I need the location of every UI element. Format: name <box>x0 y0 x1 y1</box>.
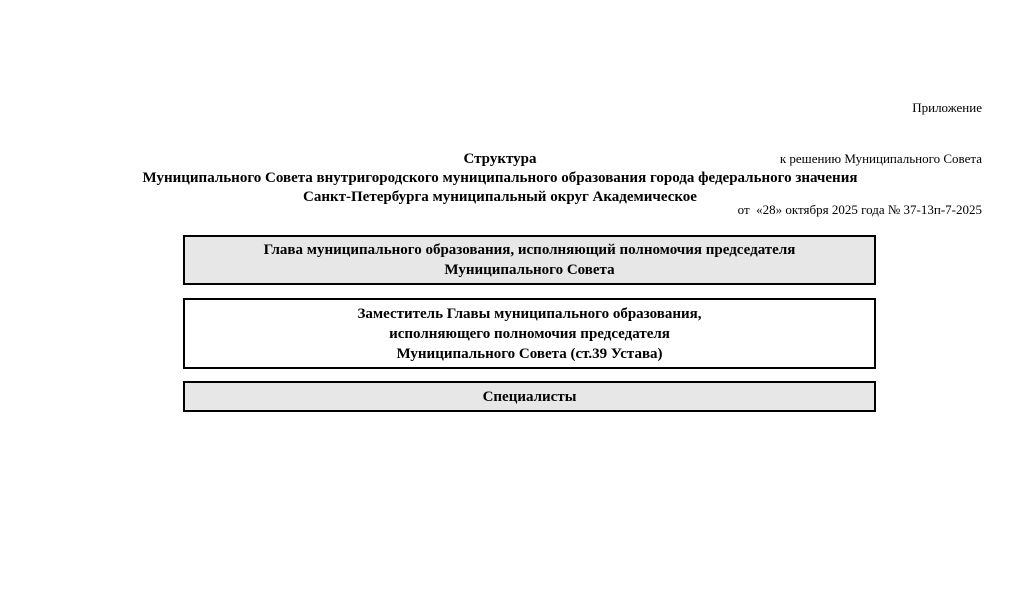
org-box-line: Муниципального Совета <box>444 262 615 278</box>
title-line-3: Санкт-Петербурга муниципальный округ Академическое <box>303 189 697 205</box>
org-structure-chart <box>183 235 876 412</box>
title-line-2: Муниципального Совета внутригородского муниципального образования города федерального значения <box>142 170 858 186</box>
annotation-line-3: от «28» октября 2025 года № 37-13п-7-2025 <box>737 202 982 217</box>
document-title <box>0 150 1000 207</box>
annotation-line-1: Приложение <box>912 100 982 115</box>
org-box-line: Специалисты <box>482 388 577 405</box>
org-box-specialists <box>183 381 876 412</box>
org-box-head-of-municipality <box>183 235 876 285</box>
org-box-line: Заместитель Главы муниципального образования, <box>357 305 702 322</box>
org-box-line: Муниципального Совета (ст.39 Устава) <box>396 345 663 362</box>
org-box-line: исполняющего полномочия председателя <box>389 325 670 342</box>
org-box-line: Глава муниципального образования, исполняющий полномочия председателя <box>263 242 796 258</box>
org-box-deputy-head <box>183 298 876 369</box>
annotation-line-2: к решению Муниципального Совета <box>779 151 982 166</box>
title-line-1: Структура <box>463 151 537 167</box>
